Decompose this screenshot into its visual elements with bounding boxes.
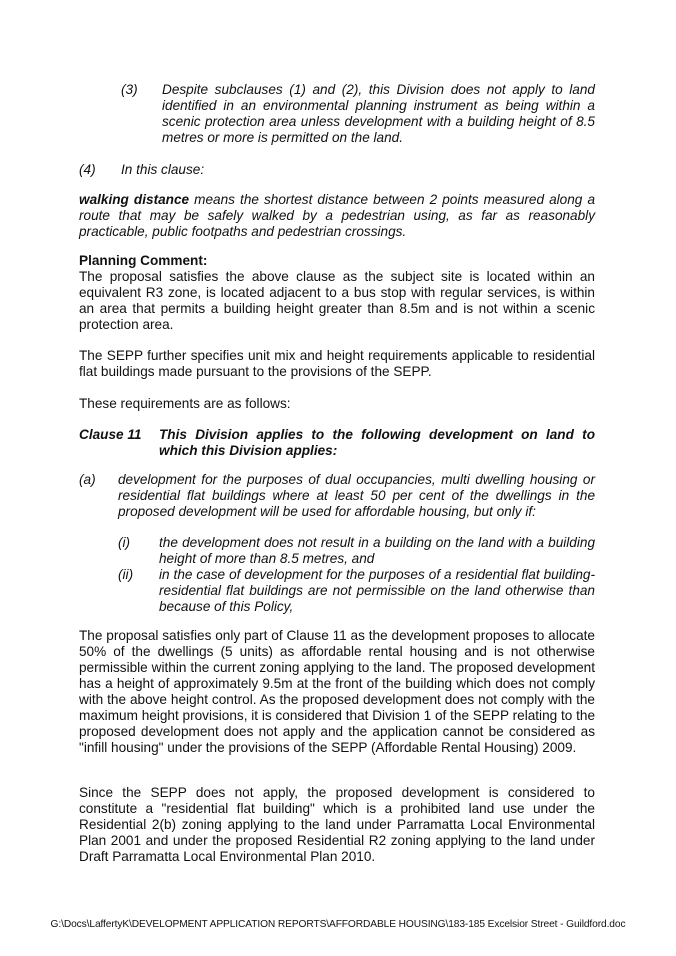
body-paragraph-5: Since the SEPP does not apply, the proposed development is considered to constitute a "residential flat building" which is a prohibited land use under the Residential 2(b) zoning applying to the land under Parramatta Local Environmental Plan 2001 and under the proposed Residential R2 zoning applying to the land under Draft Parramatta Local Environmental Plan 2010. (79, 785, 595, 864)
clause-11-heading: This Division applies to the following development on land to which this Division applies: (159, 427, 595, 458)
planning-comment-paragraph-1: The proposal satisfies the above clause as the subject site is located within an equivalent R3 zone, is located adjacent to a bus stop with regular services, is within an area that permits a building height greater than 8.5m and is not within a scenic protection area. (79, 269, 595, 332)
subclause-4-number: (4) (79, 162, 96, 177)
subclause-3-number: (3) (121, 82, 138, 97)
planning-comment-paragraph-2: The SEPP further specifies unit mix and height requirements applicable to residential flat buildings made pursuant to the provisions of the SEPP. (79, 348, 595, 379)
planning-comment-paragraph-3: These requirements are as follows: (79, 396, 291, 411)
footer-file-path: G:\Docs\LaffertyK\DEVELOPMENT APPLICATION REPORTS\AFFORDABLE HOUSING\183-185 Excelsior Street - Guildford.doc (50, 919, 626, 930)
definition-term: walking distance (79, 192, 190, 207)
planning-comment-heading: Planning Comment: (79, 253, 208, 268)
clause-11-ii-text: in the case of development for the purposes of a residential flat building-residential flat buildings are not permissible on the land otherwise than because of this Policy, (159, 567, 595, 614)
clause-11-ii-number: (ii) (118, 567, 134, 582)
definition-text: means the shortest distance between 2 points measured along a route that may be safely walked by a pedestrian using, as far as reasonably practicable, public footpaths and pedestrian crossings. (79, 192, 595, 239)
clause-11-i-number: (i) (118, 535, 131, 550)
walking-distance-definition (79, 192, 595, 240)
body-paragraph-4: The proposal satisfies only part of Clause 11 as the development proposes to allocate 50% of the dwellings (5 units) as affordable rental housing and is not otherwise permissible within the current zoning applying to the land. The proposed development has a height of approximately 9.5m at the front of the building which does not comply with the above height control. As the proposed development does not comply with the maximum height provisions, it is considered that Division 1 of the SEPP relating to the proposed development does not apply and the application cannot be considered as "infill housing" under the provisions of the SEPP (Affordable Rental Housing) 2009. (79, 628, 595, 755)
subclause-4-text: In this clause: (121, 162, 205, 177)
clause-11-a-number: (a) (79, 472, 96, 487)
clause-11-a-text: development for the purposes of dual occupancies, multi dwelling housing or residential flat buildings where at least 50 per cent of the dwellings in the proposed development will be used for affordable housing, but only if: (118, 472, 595, 519)
clause-11-label: Clause 11 (79, 427, 142, 442)
clause-11-i-text: the development does not result in a building on the land with a building height of more than 8.5 metres, and (159, 535, 595, 566)
subclause-3-text: Despite subclauses (1) and (2), this Division does not apply to land identified in an environmental planning instrument as being within a scenic protection area unless development with a building height of 8.5 metres or more is permitted on the land. (162, 82, 595, 145)
